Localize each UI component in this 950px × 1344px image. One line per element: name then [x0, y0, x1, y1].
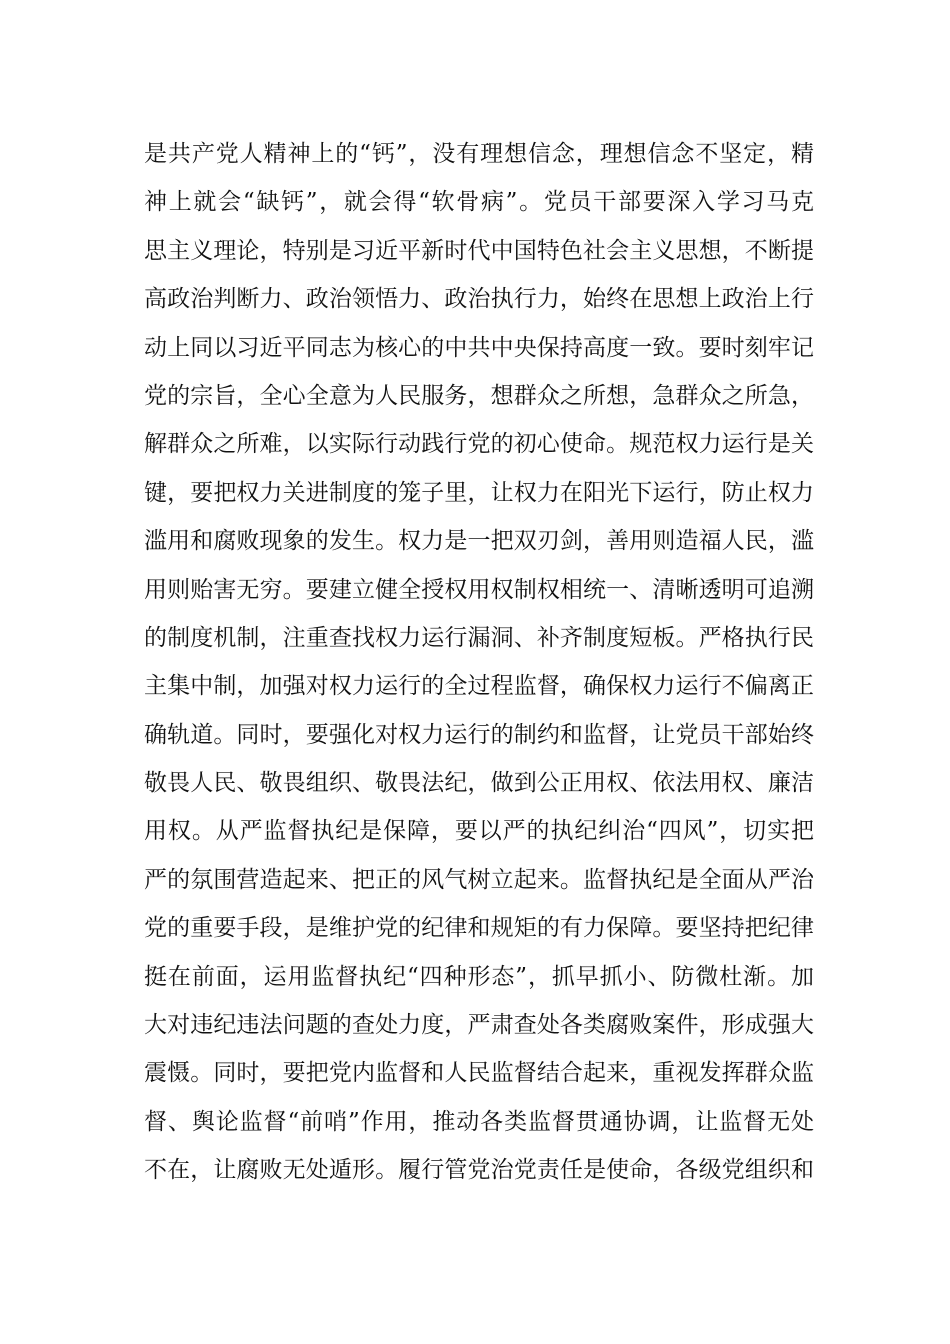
text-line-18: 挺在前面，运用监督执纪“四种形态”，抓早抓小、防微杜渐。加 [144, 963, 814, 990]
text-line-6: 党的宗旨，全心全意为人民服务，想群众之所想，急群众之所急， [144, 382, 814, 409]
text-line-19: 大对违纪违法问题的查处力度，严肃查处各类腐败案件，形成强大 [144, 1012, 814, 1039]
text-line-16: 严的氛围营造起来、把正的风气树立起来。监督执纪是全面从严治 [144, 866, 814, 893]
text-line-10: 用则贻害无穷。要建立健全授权用权制权相统一、清晰透明可追溯 [144, 576, 814, 603]
text-line-1: 是共产党人精神上的“钙”，没有理想信念，理想信念不坚定，精 [144, 141, 814, 167]
text-line-13: 确轨道。同时，要强化对权力运行的制约和监督，让党员干部始终 [144, 721, 814, 748]
text-line-12: 主集中制，加强对权力运行的全过程监督，确保权力运行不偏离正 [144, 673, 814, 700]
text-line-17: 党的重要手段，是维护党的纪律和规矩的有力保障。要坚持把纪律 [144, 915, 814, 942]
text-line-3: 思主义理论，特别是习近平新时代中国特色社会主义思想，不断提 [144, 237, 814, 264]
text-line-22: 不在，让腐败无处遁形。履行管党治党责任是使命，各级党组织和 [144, 1157, 814, 1184]
text-line-21: 督、舆论监督“前哨”作用，推动各类监督贯通协调，让监督无处 [144, 1108, 814, 1135]
text-line-4: 高政治判断力、政治领悟力、政治执行力，始终在思想上政治上行 [144, 286, 814, 313]
text-line-20: 震慑。同时，要把党内监督和人民监督结合起来，重视发挥群众监 [144, 1060, 814, 1087]
body-text [144, 130, 814, 1195]
text-line-5: 动上同以习近平同志为核心的中共中央保持高度一致。要时刻牢记 [144, 334, 814, 361]
text-line-2: 神上就会“缺钙”，就会得“软骨病”。党员干部要深入学习马克 [144, 189, 814, 216]
text-line-9: 滥用和腐败现象的发生。权力是一把双刃剑，善用则造福人民，滥 [144, 528, 814, 555]
text-line-11: 的制度机制，注重查找权力运行漏洞、补齐制度短板。严格执行民 [144, 624, 814, 651]
text-line-7: 解群众之所难，以实际行动践行党的初心使命。规范权力运行是关 [144, 431, 814, 458]
text-line-14: 敬畏人民、敬畏组织、敬畏法纪，做到公正用权、依法用权、廉洁 [144, 770, 814, 797]
text-line-8: 键，要把权力关进制度的笼子里，让权力在阳光下运行，防止权力 [144, 479, 814, 506]
text-line-15: 用权。从严监督执纪是保障，要以严的执纪纠治“四风”，切实把 [144, 818, 814, 845]
